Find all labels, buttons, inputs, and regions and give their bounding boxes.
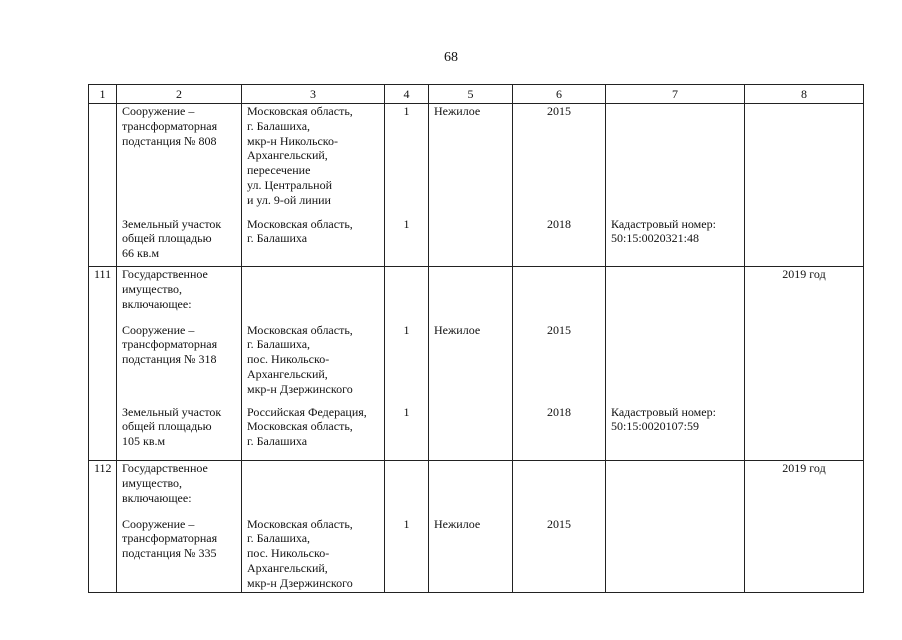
column-header: 6 [513, 85, 606, 104]
table-row [89, 461, 864, 517]
note-cell [606, 323, 745, 405]
quantity-cell: 1 [385, 104, 429, 217]
column-header: 1 [89, 85, 117, 104]
purpose-cell [429, 217, 513, 267]
year-cell: 2018 [513, 405, 606, 461]
transfer-date-cell [745, 217, 864, 267]
year-cell [513, 267, 606, 323]
year-cell: 2015 [513, 517, 606, 593]
quantity-cell [385, 461, 429, 517]
row-number-cell: 112 [89, 461, 117, 517]
object-name-cell: Государственное имущество, включающее: [117, 267, 242, 323]
quantity-cell: 1 [385, 517, 429, 593]
object-name-cell: Сооружение – трансформаторная подстанция № 335 [117, 517, 242, 593]
column-header: 2 [117, 85, 242, 104]
year-cell: 2015 [513, 104, 606, 217]
table-row [89, 267, 864, 323]
note-cell: Кадастровый номер: 50:15:0020107:59 [606, 405, 745, 461]
property-register-table [88, 84, 864, 593]
year-cell: 2018 [513, 217, 606, 267]
transfer-date-cell [745, 517, 864, 593]
column-header: 5 [429, 85, 513, 104]
quantity-cell: 1 [385, 323, 429, 405]
table-row [89, 104, 864, 217]
transfer-date-cell: 2019 год [745, 461, 864, 517]
row-number-cell [89, 517, 117, 593]
transfer-date-cell: 2019 год [745, 267, 864, 323]
row-number-cell: 111 [89, 267, 117, 323]
purpose-cell: Нежилое [429, 323, 513, 405]
year-cell [513, 461, 606, 517]
header-row [89, 85, 864, 104]
row-number-cell [89, 104, 117, 217]
note-cell [606, 517, 745, 593]
column-header: 3 [242, 85, 385, 104]
object-name-cell: Земельный участок общей площадью 105 кв.м [117, 405, 242, 461]
address-cell [242, 267, 385, 323]
quantity-cell: 1 [385, 217, 429, 267]
table-row [89, 517, 864, 593]
table-row [89, 323, 864, 405]
address-cell: Московская область, г. Балашиха [242, 217, 385, 267]
purpose-cell: Нежилое [429, 104, 513, 217]
purpose-cell: Нежилое [429, 517, 513, 593]
purpose-cell [429, 405, 513, 461]
note-cell [606, 104, 745, 217]
quantity-cell [385, 267, 429, 323]
transfer-date-cell [745, 405, 864, 461]
object-name-cell: Государственное имущество, включающее: [117, 461, 242, 517]
address-cell: Московская область, г. Балашиха, пос. Никольско- Архангельский, мкр-н Дзержинского [242, 323, 385, 405]
note-cell: Кадастровый номер: 50:15:0020321:48 [606, 217, 745, 267]
transfer-date-cell [745, 104, 864, 217]
address-cell [242, 461, 385, 517]
column-header: 7 [606, 85, 745, 104]
purpose-cell [429, 461, 513, 517]
table-row [89, 217, 864, 267]
row-number-cell [89, 217, 117, 267]
table-row [89, 405, 864, 461]
row-number-cell [89, 323, 117, 405]
address-cell: Московская область, г. Балашиха, пос. Никольско- Архангельский, мкр-н Дзержинского [242, 517, 385, 593]
row-number-cell [89, 405, 117, 461]
column-header: 8 [745, 85, 864, 104]
purpose-cell [429, 267, 513, 323]
note-cell [606, 267, 745, 323]
address-cell: Российская Федерация, Московская область, г. Балашиха [242, 405, 385, 461]
column-header: 4 [385, 85, 429, 104]
note-cell [606, 461, 745, 517]
object-name-cell: Земельный участок общей площадью 66 кв.м [117, 217, 242, 267]
page-number: 68 [444, 50, 458, 65]
transfer-date-cell [745, 323, 864, 405]
object-name-cell: Сооружение – трансформаторная подстанция № 808 [117, 104, 242, 217]
object-name-cell: Сооружение – трансформаторная подстанция № 318 [117, 323, 242, 405]
year-cell: 2015 [513, 323, 606, 405]
quantity-cell: 1 [385, 405, 429, 461]
address-cell: Московская область, г. Балашиха, мкр-н Никольско- Архангельский, пересечение ул. Центральной и ул. 9-ой линии [242, 104, 385, 217]
